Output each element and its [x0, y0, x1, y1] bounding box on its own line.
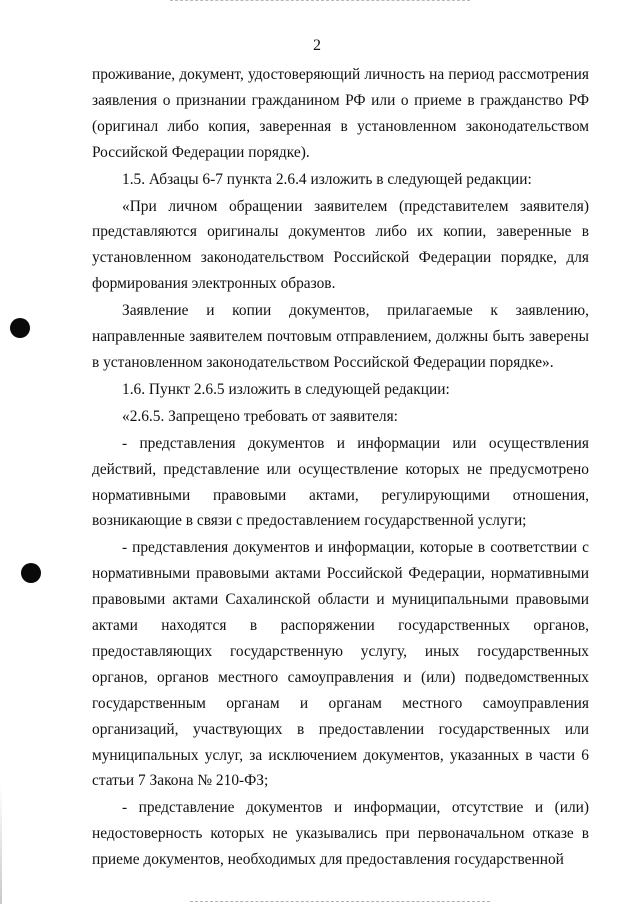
punch-hole-bottom	[21, 563, 41, 583]
scan-artifact-top	[170, 0, 470, 2]
page-number: 2	[313, 37, 321, 54]
paragraph-item-1-5: 1.5. Абзацы 6-7 пункта 2.6.4 изложить в следующей редакции:	[122, 170, 532, 188]
document-body	[92, 62, 589, 873]
paragraph-item-1-6: 1.6. Пункт 2.6.5 изложить в следующей редакции:	[122, 380, 450, 398]
list-item-requirement-1: - представления документов и информации или осуществления действий, представление или осуществление которых не предусмотрено нормативными правовыми актами, регулирующими отношения, возникающие в связи с предоставлением государственной услуги;	[92, 434, 589, 530]
list-item-requirement-3: - представление документов и информации, отсутствие и (или) недостоверность которых не указывались при первоначальном отказе в приеме документов, необходимых для предоставления государственной	[92, 799, 589, 869]
punch-hole-top	[10, 318, 30, 338]
paragraph-postal-submission: Заявление и копии документов, прилагаемые к заявлению, направленные заявителем почтовым отправлением, должны быть заверены в установленном законодательством Российской Федерации порядке».	[92, 302, 589, 371]
list-item-requirement-2: - представления документов и информации, которые в соответствии с нормативными правовыми актами Российской Федерации, нормативными правовыми актами Сахалинской области и муниципальными правовыми актами находятся в распоряжении государственных органов, предоставляющих государственную услугу, иных государственных органов, органов местного самоуправления и (или) подведомственных государственным органам и органам местного самоуправления организаций, участвующих в предоставлении государственных или муниципальных услуг, за исключением документов, указанных в части 6 статьи 7 Закона № 210-ФЗ;	[92, 539, 589, 790]
paragraph-continuation: проживание, документ, удостоверяющий личность на период рассмотрения заявления о признании гражданином РФ или о приеме в гражданство РФ (оригинал либо копия, заверенная в установленном законодательством Российской Федерации порядке).	[92, 66, 589, 161]
scan-artifact-bottom	[190, 901, 490, 903]
paragraph-quote-personal-appeal: «При личном обращении заявителем (представителем заявителя) представляются оригиналы документов либо их копии, заверенные в установленном законодательством Российской Федерации порядке, для формирования электронных образов.	[92, 197, 589, 293]
paragraph-clause-2-6-5: «2.6.5. Запрещено требовать от заявителя:	[122, 407, 398, 425]
scan-edge-shadow	[0, 784, 2, 904]
